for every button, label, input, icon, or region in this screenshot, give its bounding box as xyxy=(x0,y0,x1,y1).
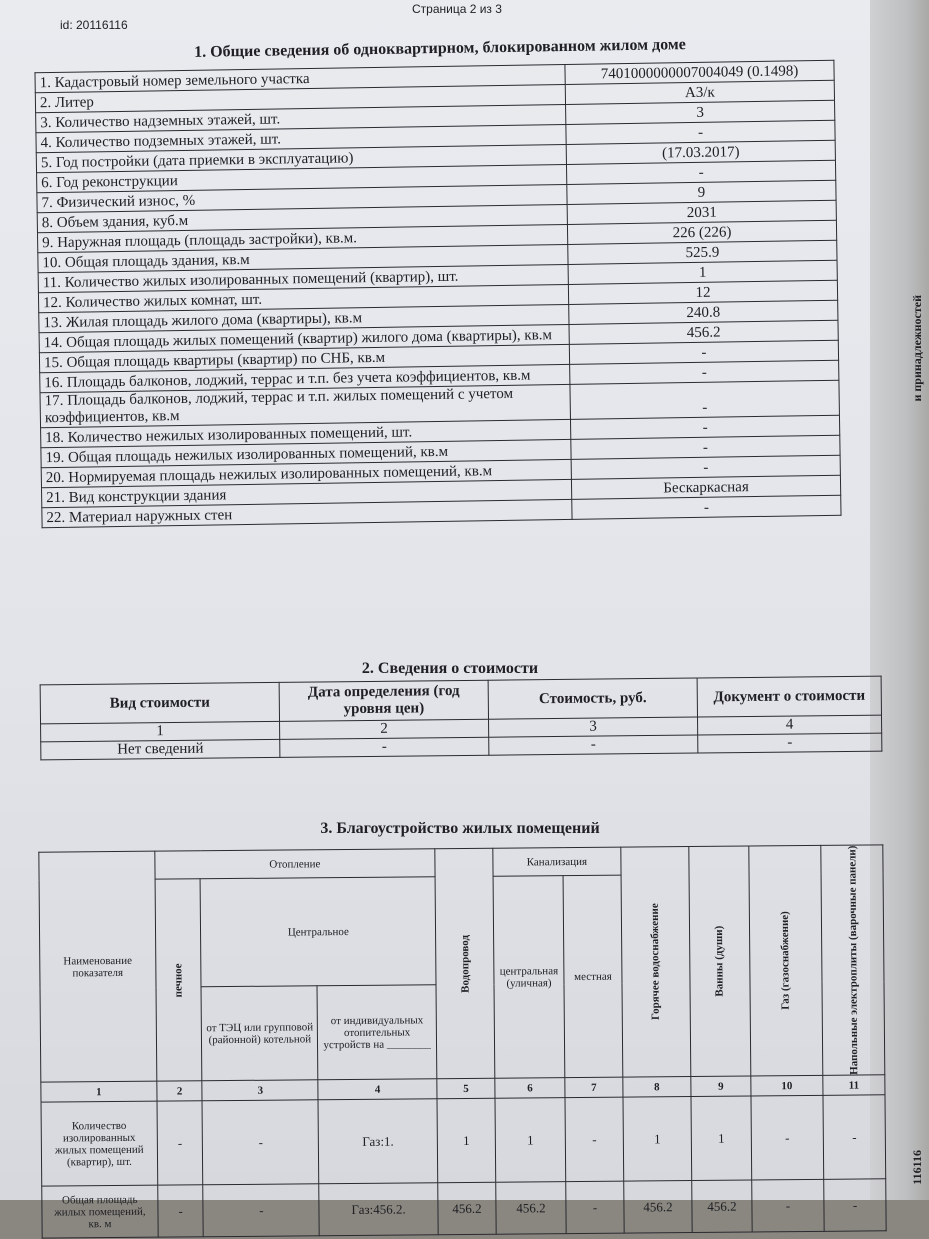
info-value: 2031 xyxy=(567,200,836,224)
column-number: 5 xyxy=(437,1079,495,1100)
info-label: 13. Жилая площадь жилого дома (квартиры), кв.м xyxy=(39,304,569,332)
header-heating-tec: от ТЭЦ или групповой (районной) котельной xyxy=(201,986,318,1081)
header-electric-stoves: Напольные электроплиты (варочные панели) xyxy=(821,845,885,1076)
info-value: 7401000000007004049 (0.1498) xyxy=(565,60,834,84)
info-label: 3. Количество надземных этажей, шт. xyxy=(36,104,566,132)
column-number: 10 xyxy=(751,1076,823,1097)
info-value: 1 xyxy=(568,260,837,284)
cost-cell: - xyxy=(280,737,489,757)
page-number: Страница 2 из 3 xyxy=(412,2,502,16)
amenity-cell: 1 xyxy=(691,1096,752,1181)
header-gas: Газ (газоснабжение) xyxy=(749,845,823,1076)
cost-col-number: 3 xyxy=(489,717,698,737)
amenity-row-name: Общая площадь жилых помещений, кв. м xyxy=(42,1185,158,1238)
header-sewer: Канализация xyxy=(493,847,621,876)
info-label: 12. Количество жилых комнат, шт. xyxy=(38,284,568,312)
info-label: 1. Кадастровый номер земельного участка xyxy=(35,64,565,92)
info-label: 20. Нормируемая площадь нежилых изолированных помещений, кв.м xyxy=(41,459,571,487)
header-indicator-name: Наименование показателя xyxy=(39,851,157,1082)
cost-cell: - xyxy=(489,735,698,755)
info-value: - xyxy=(566,120,835,144)
cost-col-number: 4 xyxy=(698,715,882,735)
info-value: 525.9 xyxy=(568,240,837,264)
info-label: 17. Площадь балконов, лоджий, террас и т.п. жилых помещений с учетом коэффициентов, кв.м xyxy=(40,384,570,427)
cost-cell: Нет сведений xyxy=(41,739,280,760)
info-value: 456.2 xyxy=(569,320,838,344)
section-2-title: 2. Сведения о стоимости xyxy=(361,660,539,677)
info-label: 14. Общая площадь жилых помещений (квартир) жилого дома (квартиры), кв.м xyxy=(39,324,569,352)
amenity-row-name: Количество изолированных жилых помещений (квартир), шт. xyxy=(41,1101,158,1186)
info-value: - xyxy=(571,455,840,479)
info-value: - xyxy=(572,495,841,519)
margin-side-text: и принадлежностей xyxy=(910,295,924,402)
section-3-title: 3. Благоустройство жилых помещений xyxy=(320,820,600,837)
margin-side-number: 116116 xyxy=(910,1150,924,1185)
amenity-cell: 456.2 xyxy=(624,1181,692,1234)
info-value: 12 xyxy=(568,280,837,304)
amenity-cell: - xyxy=(158,1185,204,1237)
general-info-table xyxy=(34,60,841,529)
amenity-cell: - xyxy=(566,1181,624,1234)
cost-header-value: Стоимость, руб. xyxy=(488,678,697,719)
column-number: 2 xyxy=(157,1081,203,1101)
amenity-cell: 1 xyxy=(437,1099,496,1184)
amenity-cell: - xyxy=(751,1096,824,1181)
document-id: id: 20116116 xyxy=(60,18,128,32)
amenity-cell: - xyxy=(824,1179,886,1232)
info-label: 9. Наружная площадь (площадь застройки), кв.м. xyxy=(37,224,567,252)
cost-col-number: 1 xyxy=(41,721,280,742)
info-label: 8. Объем здания, куб.м xyxy=(37,204,567,232)
column-number: 7 xyxy=(565,1077,623,1098)
amenities-table xyxy=(38,844,886,1239)
info-label: 5. Год постройки (дата приемки в эксплуатацию) xyxy=(36,144,566,172)
info-value: 240.8 xyxy=(569,300,838,324)
section-1-title: 1. Общие сведения об одноквартирном, блокированном жилом доме xyxy=(194,36,686,61)
info-label: 10. Общая площадь здания, кв.м xyxy=(38,244,568,272)
header-central-heating: Центральное xyxy=(201,877,437,987)
info-value: - xyxy=(569,340,838,364)
cost-table xyxy=(40,676,883,761)
info-label: 16. Площадь балконов, лоджий, террас и т.п. без учета коэффициентов, кв.м xyxy=(40,364,570,392)
cost-header-date: Дата определения (год уровня цен) xyxy=(279,680,488,721)
column-number: 9 xyxy=(691,1076,751,1097)
amenity-cell: - xyxy=(752,1180,825,1233)
header-bath: Ванны (души) xyxy=(689,846,751,1077)
cost-header-type: Вид стоимости xyxy=(40,682,279,724)
info-value: Бескаркасная xyxy=(571,475,840,499)
info-value: - xyxy=(570,415,839,439)
amenity-cell: - xyxy=(202,1100,319,1185)
amenity-cell: 1 xyxy=(495,1098,566,1183)
info-label: 18. Количество нежилых изолированных помещений, шт. xyxy=(41,419,571,447)
header-hot-water: Горячее водоснабжение xyxy=(621,847,691,1078)
info-value: А3/к xyxy=(565,80,834,104)
header-heating-individual: от индивидуальных отопительных устройств на ________ xyxy=(317,985,437,1080)
info-value: 226 (226) xyxy=(567,220,836,244)
info-label: 15. Общая площадь квартиры (квартир) по СНБ, кв.м xyxy=(39,344,569,372)
cost-header-document: Документ о стоимости xyxy=(697,676,881,717)
header-sewer-local: местная xyxy=(563,875,623,1078)
info-label: 19. Общая площадь нежилых изолированных помещений, кв.м xyxy=(41,439,571,467)
info-value: - xyxy=(571,435,840,459)
header-heating: Отопление xyxy=(155,849,436,879)
column-number: 3 xyxy=(202,1080,318,1101)
info-value: 9 xyxy=(567,180,836,204)
info-label: 2. Литер xyxy=(35,84,565,112)
column-number: 8 xyxy=(623,1077,691,1098)
info-value: (17.03.2017) xyxy=(566,140,835,164)
info-label: 21. Вид конструкции здания xyxy=(41,479,571,507)
amenity-cell: - xyxy=(157,1101,203,1185)
header-water: Водопровод xyxy=(435,848,495,1079)
info-value: - xyxy=(566,160,835,184)
column-number: 4 xyxy=(318,1079,437,1100)
info-label: 4. Количество подземных этажей, шт. xyxy=(36,124,566,152)
amenity-cell: 1 xyxy=(623,1097,692,1182)
info-label: 7. Физический износ, % xyxy=(37,184,567,212)
amenity-cell: 456.2 xyxy=(496,1182,567,1235)
info-label: 6. Год реконструкции xyxy=(37,164,567,192)
amenity-cell: Газ:1. xyxy=(318,1099,438,1184)
column-number: 1 xyxy=(41,1081,157,1102)
column-number: 11 xyxy=(823,1075,885,1096)
column-number: 6 xyxy=(495,1078,565,1099)
cost-cell: - xyxy=(698,733,882,753)
amenity-cell: 456.2 xyxy=(438,1182,496,1235)
amenity-cell: - xyxy=(823,1095,886,1180)
amenity-cell: Газ:456.2. xyxy=(319,1183,438,1236)
info-value: 3 xyxy=(566,100,835,124)
info-value: - xyxy=(570,380,840,419)
cost-col-number: 2 xyxy=(280,719,489,739)
amenity-cell: - xyxy=(203,1184,319,1237)
info-label: 11. Количество жилых изолированных помещений (квартир), шт. xyxy=(38,264,568,292)
header-sewer-central: центральная (уличная) xyxy=(493,876,565,1079)
header-stove-heating: печное xyxy=(155,879,202,1082)
info-value: - xyxy=(570,360,839,384)
amenity-cell: - xyxy=(565,1097,624,1182)
info-label: 22. Материал наружных стен xyxy=(42,499,572,527)
amenity-cell: 456.2 xyxy=(692,1180,752,1233)
